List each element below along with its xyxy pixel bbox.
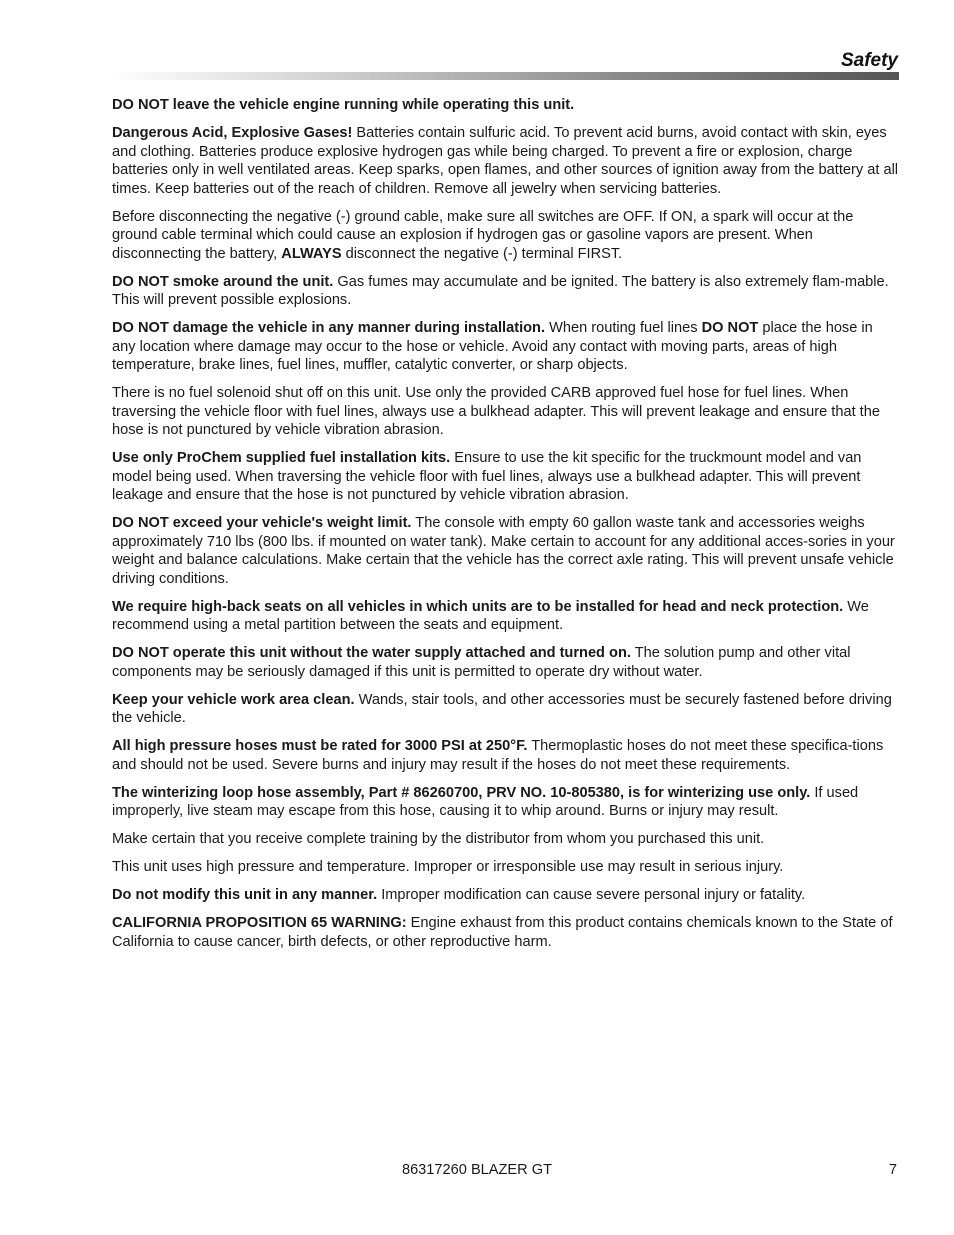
safety-content [112, 96, 899, 961]
paragraph-body: Thermoplastic hoses do not meet these specifica-tions and should not be used. Severe burns and injury may result if the hoses do not meet these requirements. [112, 738, 884, 773]
footer-page-number: 7 [888, 1162, 897, 1178]
safety-paragraph [112, 914, 899, 951]
paragraph-body: The solution pump and other vital components may be seriously damaged if this unit is permitted to operate dry without water. [112, 645, 851, 680]
footer-document-id: 86317260 BLAZER GT [401, 1162, 553, 1178]
paragraph-body: If used improperly, live steam may escape from this hose, causing it to whip around. Burns or injury may result. [112, 784, 859, 819]
safety-paragraph [112, 598, 899, 635]
paragraph-body: Batteries contain sulfuric acid. To prevent acid burns, avoid contact with skin, eyes and clothing. Batteries produce explosive hydrogen gas while being charged. To prevent a fire or explosion, charge batteries only in well ventilated areas. Keep sparks, open flames, and other sources of ignition away from the battery at all times. Keep batteries out of the reach of children. Remove all jewelry when servicing batteries. [112, 125, 899, 197]
safety-paragraph [112, 691, 899, 728]
paragraph-lead: Dangerous Acid, Explosive Gases! [112, 125, 353, 141]
safety-paragraph [112, 449, 899, 505]
safety-paragraph [112, 124, 899, 198]
paragraph-body: Make certain that you receive complete training by the distributor from whom you purchased this unit. [112, 831, 765, 847]
paragraph-lead: CALIFORNIA PROPOSITION 65 WARNING: [112, 915, 407, 931]
paragraph-body: The console with empty 60 gallon waste tank and accessories weighs approximately 710 lbs (800 lbs. if mounted on water tank). Make certain to account for any additional acces-sories in your weight and balance calculations. Make certain that the vehicle has the correct axle rating. This will prevent unsafe vehicle driving conditions. [112, 515, 895, 587]
paragraph-emphasis: ALWAYS [281, 245, 342, 262]
paragraph-body: Ensure to use the kit specific for the truckmount model and van model being used. When traversing the vehicle floor with fuel lines, always use a bulkhead adapter. This will prevent leakage and ensure that the hose is not punctured by vehicle vibration abrasion. [112, 450, 862, 503]
paragraph-lead: Do not modify this unit in any manner. [112, 887, 378, 903]
paragraph-lead: The winterizing loop hose assembly, Part # 86260700, PRV NO. 10-805380, is for winterizing use only. [112, 784, 811, 801]
paragraph-lead: Keep your vehicle work area clean. [112, 691, 355, 708]
paragraph-lead: Use only ProChem supplied fuel installation kits. [112, 450, 451, 466]
paragraph-body: place the hose in any location where damage may occur to the hose or vehicle. Avoid any contact with moving parts, areas of high temperature, brake lines, fuel lines, muffler, catalytic converter, or sharp objects. [112, 320, 873, 373]
safety-paragraph [112, 784, 899, 821]
safety-paragraph [112, 208, 899, 264]
safety-paragraph [112, 273, 899, 310]
safety-paragraph [112, 384, 899, 440]
paragraph-lead: DO NOT leave the vehicle engine running while operating this unit. [112, 97, 575, 113]
section-title: Safety [840, 50, 898, 71]
safety-paragraph [112, 644, 899, 681]
paragraph-emphasis: DO NOT [701, 320, 759, 336]
safety-paragraph [112, 319, 899, 375]
safety-paragraph [112, 514, 899, 588]
safety-paragraph [112, 830, 899, 849]
paragraph-body: Gas fumes may accumulate and be ignited. The battery is also extremely flam-mable. This will prevent possible explosions. [112, 273, 889, 308]
paragraph-body: When routing fuel lines [545, 320, 702, 336]
safety-paragraph [112, 858, 899, 877]
paragraph-body: Before disconnecting the negative (-) ground cable, make sure all switches are OFF. If ON, a spark will occur at the ground cable terminal which could cause an explosion if hydrogen gas or gasoline vapors are present. When disconnecting the battery, [112, 208, 854, 262]
paragraph-body: Engine exhaust from this product contains chemicals known to the State of California to cause cancer, birth defects, or other reproductive harm. [112, 915, 893, 950]
paragraph-body: disconnect the negative (-) terminal FIRST. [341, 245, 623, 262]
paragraph-lead: All high pressure hoses must be rated for 3000 PSI at 250°F. [112, 738, 528, 754]
safety-paragraph [112, 737, 899, 774]
paragraph-body: There is no fuel solenoid shut off on this unit. Use only the provided CARB approved fuel hose for fuel lines. When traversing the vehicle floor with fuel lines, always use a bulkhead adapter. This will prevent leakage and ensure that the hose is not punctured by vehicle vibration abrasion. [112, 385, 880, 438]
paragraph-lead: DO NOT exceed your vehicle's weight limit. [112, 515, 412, 531]
safety-paragraph [112, 96, 899, 115]
header-gradient-rule [112, 72, 899, 80]
paragraph-lead: DO NOT damage the vehicle in any manner during installation. [112, 320, 546, 336]
paragraph-lead: DO NOT operate this unit without the water supply attached and turned on. [112, 645, 631, 661]
paragraph-lead: We require high-back seats on all vehicles in which units are to be installed for head and neck protection. [112, 598, 844, 615]
safety-paragraph [112, 886, 899, 905]
paragraph-body: Wands, stair tools, and other accessories must be securely fastened before driving the vehicle. [112, 691, 892, 726]
paragraph-body: We recommend using a metal partition between the seats and equipment. [112, 598, 869, 633]
paragraph-body: Improper modification can cause severe personal injury or fatality. [377, 887, 806, 903]
paragraph-lead: DO NOT smoke around the unit. [112, 273, 334, 290]
paragraph-body: This unit uses high pressure and temperature. Improper or irresponsible use may result in serious injury. [112, 859, 784, 875]
